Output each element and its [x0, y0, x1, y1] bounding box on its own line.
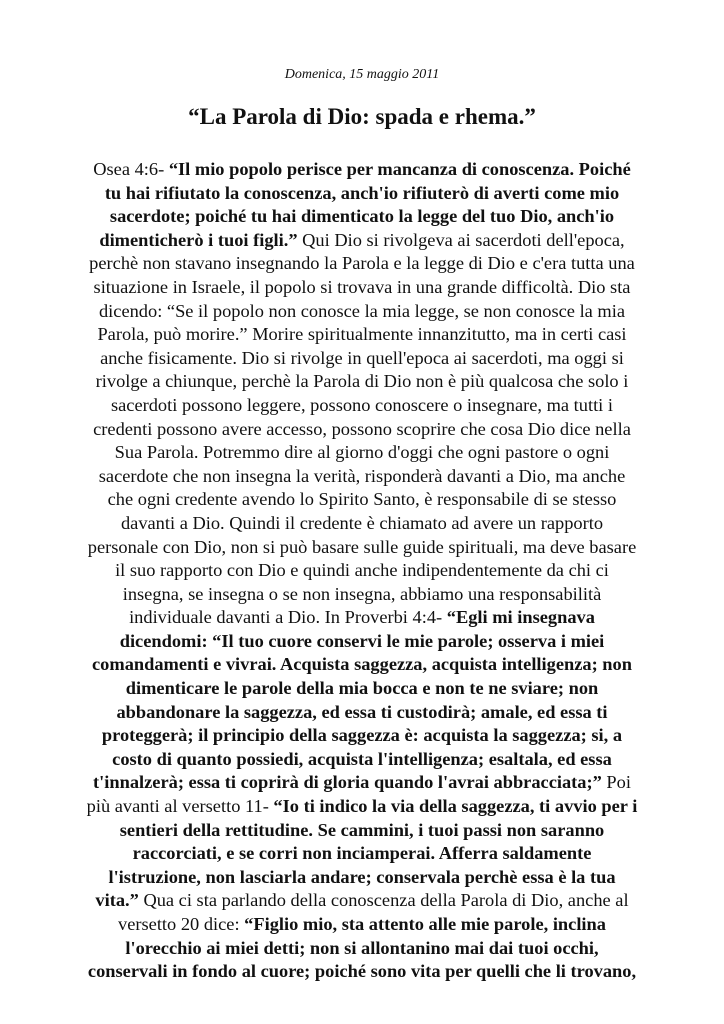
scripture-quote-text: sacerdote; poiché tu hai dimenticato la legge del tuo Dio, anch'io — [109, 206, 615, 227]
scripture-quote-text: vita.” — [95, 890, 139, 911]
scripture-quote-text: dicendomi: “Il tuo cuore conservi le mie parole; osserva i miei — [119, 630, 605, 651]
scripture-quote-text: dimenticherò i tuoi figli.” — [99, 229, 298, 250]
body-text-segment: anche fisicamente. Dio si rivolge in quell'epoca ai sacerdoti, ma oggi si — [100, 347, 624, 368]
scripture-quote-text: proteggerà; il principio della saggezza è: acquista la saggezza; si, a — [101, 725, 623, 746]
body-line — [64, 559, 660, 583]
body-text-segment: personale con Dio, non si può basare sulle guide spirituali, ma deve basare — [87, 536, 637, 557]
body-text-segment: Osea 4:6- — [93, 159, 169, 179]
body-line — [64, 842, 660, 866]
body-text-segment: rivolge a chiunque, perchè la Parola di Dio non è più qualcosa che solo i — [95, 371, 629, 392]
body-text-segment: individuale davanti a Dio. In Proverbi 4:4- — [129, 607, 447, 628]
body-line — [64, 370, 660, 394]
body-line — [64, 394, 660, 418]
body-line — [64, 182, 660, 206]
body-line — [64, 465, 660, 489]
document-body — [64, 158, 660, 984]
body-line — [64, 441, 660, 465]
body-text-segment: dicendo: “Se il popolo non conosce la mia legge, se non conosce la mia — [98, 300, 626, 321]
body-line — [64, 583, 660, 607]
body-text-segment: Parola, può morire.” Morire spiritualmente innanzitutto, ma in certi casi — [97, 324, 627, 345]
body-text-segment: insegna, se insegna o se non insegna, abbiamo una responsabilità — [122, 583, 602, 604]
body-line — [64, 158, 660, 182]
scripture-quote-text: l'orecchio ai miei detti; non si allontanino mai dai tuoi occhi, — [125, 937, 599, 958]
body-text-segment: versetto 20 dice: — [118, 914, 245, 934]
document-date: Domenica, 15 maggio 2011 — [284, 67, 440, 82]
scripture-quote-text: l'istruzione, non lasciarla andare; conservala perchè essa è la tua — [108, 866, 616, 887]
body-line — [64, 229, 660, 253]
scripture-quote-text: conservali in fondo al cuore; poiché sono vita per quelli che li trovano, — [87, 961, 637, 982]
body-line — [64, 512, 660, 536]
scripture-quote-text: “Il mio popolo perisce per mancanza di conoscenza. Poiché — [168, 159, 631, 179]
scripture-quote-text: dimenticare le parole della mia bocca e non te ne sviare; non — [125, 678, 599, 699]
body-text-segment: sacerdote che non insegna la verità, risponderà davanti a Dio, ma anche — [98, 465, 626, 486]
body-line — [64, 323, 660, 347]
body-line — [64, 913, 660, 937]
body-line — [64, 205, 660, 229]
body-line — [64, 418, 660, 442]
scripture-quote-text: “Io ti indico la via della saggezza, ti avvio per i — [273, 796, 638, 817]
scripture-quote-text: “Egli mi insegnava — [446, 607, 595, 628]
body-text-segment: perchè non stavano insegnando la Parola e la legge di Dio e c'era tutta una — [89, 253, 635, 274]
body-text-segment: sacerdoti possono leggere, possono conoscere o insegnare, ma tutti i — [110, 394, 614, 415]
scripture-quote-text: “Figlio mio, sta attento alle mie parole, inclina — [244, 914, 606, 934]
body-line — [64, 300, 660, 324]
body-text-segment: più avanti al versetto 11- — [86, 796, 274, 817]
body-line — [64, 724, 660, 748]
body-text-segment: davanti a Dio. Quindi il credente è chiamato ad avere un rapporto — [120, 512, 604, 533]
body-line — [64, 866, 660, 890]
body-text-segment: situazione in Israele, il popolo si trovava in una grande difficoltà. Dio sta — [93, 276, 631, 297]
body-text-segment: Poi — [601, 772, 631, 793]
body-text-segment: che ogni credente avendo lo Spirito Santo, è responsabile di se stesso — [107, 489, 617, 510]
scripture-quote-text: sentieri della rettitudine. Se cammini, i tuoi passi non saranno — [119, 819, 605, 840]
body-line — [64, 606, 660, 630]
body-line — [64, 276, 660, 300]
body-line — [64, 677, 660, 701]
body-text-segment: Qui Dio si rivolgeva ai sacerdoti dell'epoca, — [297, 229, 625, 250]
scripture-quote-text: tu hai rifiutato la conoscenza, anch'io rifiuterò di averti come mio — [104, 182, 620, 203]
body-text-segment: Qua ci sta parlando della conoscenza della Parola di Dio, anche al — [138, 890, 629, 911]
document-title: “La Parola di Dio: spada e rhema.” — [188, 104, 536, 129]
body-line — [64, 889, 660, 913]
body-line — [64, 347, 660, 371]
scripture-quote-text: raccorciati, e se corri non inciamperai. Afferra saldamente — [132, 843, 592, 864]
body-line — [64, 536, 660, 560]
body-line — [64, 653, 660, 677]
body-text-segment: il suo rapporto con Dio e quindi anche indipendentemente da chi ci — [115, 560, 609, 581]
body-line — [64, 488, 660, 512]
body-line — [64, 771, 660, 795]
body-line — [64, 819, 660, 843]
body-line — [64, 701, 660, 725]
body-text-segment: Sua Parola. Potremmo dire al giorno d'oggi che ogni pastore o ogni — [114, 442, 610, 463]
body-line — [64, 937, 660, 961]
body-text-segment: credenti possono avere accesso, possono scoprire che cosa Dio dice nella — [93, 418, 631, 439]
scripture-quote-text: t'innalzerà; essa ti coprirà di gloria quando l'avrai abbracciata;” — [93, 772, 602, 793]
body-line — [64, 630, 660, 654]
body-line — [64, 960, 660, 984]
scripture-quote-text: abbandonare la saggezza, ed essa ti custodirà; amale, ed essa ti — [116, 701, 608, 722]
body-line — [64, 748, 660, 772]
scripture-quote-text: comandamenti e vivrai. Acquista saggezza, acquista intelligenza; non — [92, 654, 632, 675]
scripture-quote-text: costo di quanto possiedi, acquista l'intelligenza; esaltala, ed essa — [112, 748, 612, 769]
body-line — [64, 795, 660, 819]
body-line — [64, 252, 660, 276]
